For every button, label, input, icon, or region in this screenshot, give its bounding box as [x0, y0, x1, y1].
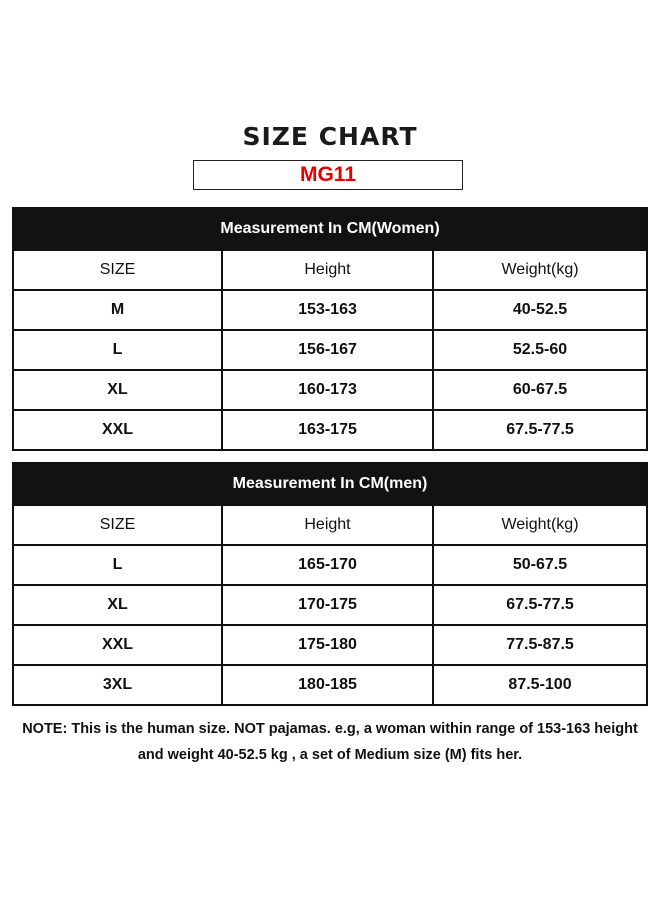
- table-row: [13, 330, 647, 370]
- model-code-box: MG11: [193, 160, 463, 190]
- weight-cell: 87.5-100: [433, 665, 647, 705]
- column-header-size: SIZE: [13, 505, 222, 545]
- table-row: [13, 625, 647, 665]
- men-column-headers: [13, 505, 647, 545]
- men-table-header: Measurement In CM(men): [13, 463, 647, 505]
- men-size-table: [12, 462, 648, 706]
- weight-cell: 67.5-77.5: [433, 585, 647, 625]
- weight-cell: 67.5-77.5: [433, 410, 647, 450]
- table-row: [13, 665, 647, 705]
- weight-cell: 60-67.5: [433, 370, 647, 410]
- column-header-height: Height: [222, 505, 433, 545]
- size-cell: XXL: [13, 625, 222, 665]
- size-note: [8, 716, 652, 768]
- height-cell: 163-175: [222, 410, 433, 450]
- size-cell: XL: [13, 585, 222, 625]
- height-cell: 160-173: [222, 370, 433, 410]
- column-header-size: SIZE: [13, 250, 222, 290]
- size-cell: XXL: [13, 410, 222, 450]
- note-line-1: NOTE: This is the human size. NOT pajamas. e.g, a woman within range of 153-163 height: [22, 721, 638, 737]
- women-size-table: [12, 207, 648, 451]
- women-table-header: Measurement In CM(Women): [13, 208, 647, 250]
- note-line-2: and weight 40-52.5 kg , a set of Medium size (M) fits her.: [137, 747, 523, 763]
- column-header-weight: Weight(kg): [433, 505, 647, 545]
- weight-cell: 40-52.5: [433, 290, 647, 330]
- height-cell: 170-175: [222, 585, 433, 625]
- table-row: [13, 545, 647, 585]
- size-cell: 3XL: [13, 665, 222, 705]
- weight-cell: 50-67.5: [433, 545, 647, 585]
- column-header-weight: Weight(kg): [433, 250, 647, 290]
- size-cell: L: [13, 330, 222, 370]
- height-cell: 153-163: [222, 290, 433, 330]
- size-chart-title: SIZE CHART: [242, 122, 418, 151]
- size-cell: L: [13, 545, 222, 585]
- table-row: [13, 585, 647, 625]
- table-row: [13, 370, 647, 410]
- table-row: [13, 410, 647, 450]
- height-cell: 180-185: [222, 665, 433, 705]
- column-header-height: Height: [222, 250, 433, 290]
- height-cell: 175-180: [222, 625, 433, 665]
- weight-cell: 52.5-60: [433, 330, 647, 370]
- size-cell: M: [13, 290, 222, 330]
- size-cell: XL: [13, 370, 222, 410]
- women-column-headers: [13, 250, 647, 290]
- height-cell: 156-167: [222, 330, 433, 370]
- height-cell: 165-170: [222, 545, 433, 585]
- weight-cell: 77.5-87.5: [433, 625, 647, 665]
- table-row: [13, 290, 647, 330]
